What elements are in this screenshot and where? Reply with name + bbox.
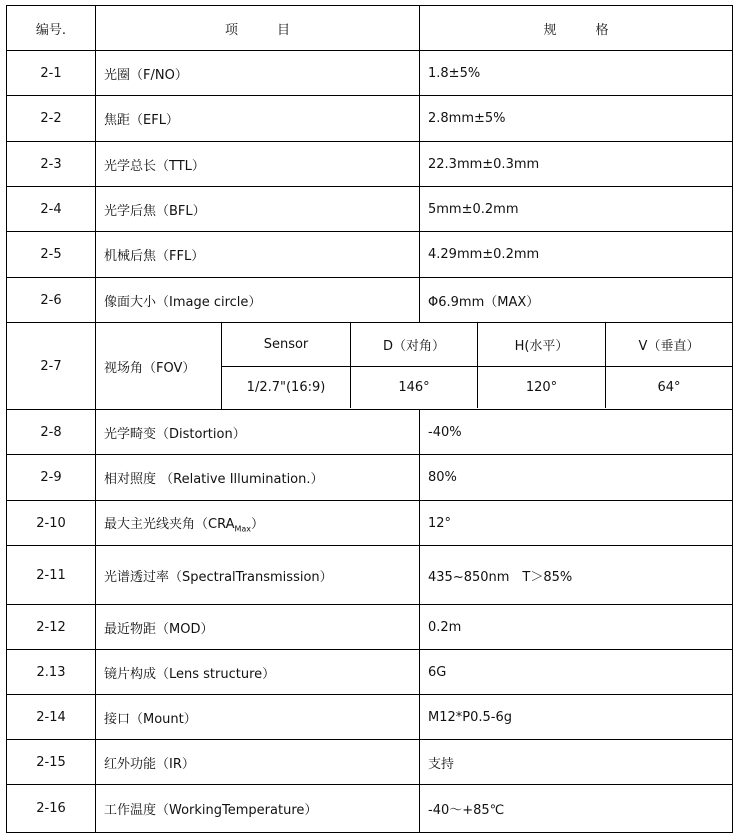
table-row (7, 187, 733, 232)
row-value: -40% (420, 410, 733, 455)
fov-header-sensor: Sensor (263, 337, 309, 352)
table-row (7, 278, 733, 323)
fov-header-d: D（对角） (350, 323, 477, 366)
row-value: 0.2m (420, 605, 733, 650)
row-value: 80% (420, 455, 733, 501)
fov-cell (96, 323, 733, 410)
row-item: 像面大小（Image circle） (96, 278, 420, 323)
row-num: 2-2 (7, 96, 96, 142)
cra-label-end: ） (251, 516, 265, 532)
header-spec: 规 格 (420, 6, 733, 51)
row-item: 光谱透过率（SpectralTransmission） (96, 546, 420, 605)
row-item: 接口（Mount） (96, 695, 420, 740)
row-num: 2-8 (7, 410, 96, 455)
row-num: 2-9 (7, 455, 96, 501)
table-row (7, 96, 733, 142)
row-value: Φ6.9mm（MAX） (420, 278, 733, 323)
row-value: 1.8±5% (420, 51, 733, 96)
table-row (7, 455, 733, 501)
row-value: -40～+85℃ (420, 785, 733, 833)
row-value: 22.3mm±0.3mm (420, 142, 733, 187)
table-row (7, 785, 733, 833)
row-value: M12*P0.5-6g (420, 695, 733, 740)
row-num: 2.13 (7, 650, 96, 695)
row-num: 2-3 (7, 142, 96, 187)
table-row (7, 650, 733, 695)
table-row (7, 51, 733, 96)
row-num: 2-14 (7, 695, 96, 740)
fov-value-d: 146° (350, 366, 477, 408)
cra-label: 最大主光线夹角（CRA (104, 516, 235, 532)
row-item: 镜片构成（Lens structure） (96, 650, 420, 695)
row-item: 光学后焦（BFL） (96, 187, 420, 232)
row-item: 相对照度 （Relative Illumination.） (96, 455, 420, 501)
row-value: 2.8mm±5% (420, 96, 733, 142)
row-item: 光圈（F/NO） (96, 51, 420, 96)
row-num: 2-11 (7, 546, 96, 605)
fov-value-sensor: 1/2.7"(16:9) (222, 366, 350, 408)
header-row (7, 6, 733, 51)
row-num: 2-4 (7, 187, 96, 232)
row-item (96, 501, 420, 546)
header-item: 项 目 (96, 6, 420, 51)
spec-table (6, 5, 733, 833)
cra-subscript: Max (234, 524, 252, 534)
fov-header-v: V（垂直） (605, 323, 732, 366)
table-row (7, 232, 733, 278)
row-item: 最近物距（MOD） (96, 605, 420, 650)
row-value: 435~850nm T＞85% (420, 546, 733, 605)
fov-grid (222, 323, 732, 409)
fov-item: 视场角（FOV） (96, 323, 222, 409)
table-row (7, 740, 733, 785)
row-num: 2-15 (7, 740, 96, 785)
row-item: 光学畸变（Distortion） (96, 410, 420, 455)
row-num: 2-1 (7, 51, 96, 96)
table-row (7, 546, 733, 605)
row-value: 6G (420, 650, 733, 695)
row-num: 2-7 (7, 323, 96, 410)
row-item: 机械后焦（FFL） (96, 232, 420, 278)
table-row (7, 605, 733, 650)
row-value: 支持 (420, 740, 733, 785)
fov-row (7, 323, 733, 410)
row-num: 2-10 (7, 501, 96, 546)
header-num: 编号. (7, 6, 96, 51)
fov-header-h: H(水平） (477, 323, 605, 366)
fov-value-v: 64° (605, 366, 732, 408)
row-num: 2-5 (7, 232, 96, 278)
fov-value-h: 120° (477, 366, 605, 408)
table-row (7, 695, 733, 740)
row-num: 2-16 (7, 785, 96, 833)
table-row (7, 142, 733, 187)
row-item: 光学总长（TTL） (96, 142, 420, 187)
table-row (7, 501, 733, 546)
table-row (7, 410, 733, 455)
row-item: 工作温度（WorkingTemperature） (96, 785, 420, 833)
row-value: 12° (420, 501, 733, 546)
row-value: 4.29mm±0.2mm (420, 232, 733, 278)
row-item: 红外功能（IR） (96, 740, 420, 785)
row-num: 2-12 (7, 605, 96, 650)
row-num: 2-6 (7, 278, 96, 323)
row-item: 焦距（EFL） (96, 96, 420, 142)
row-value: 5mm±0.2mm (420, 187, 733, 232)
